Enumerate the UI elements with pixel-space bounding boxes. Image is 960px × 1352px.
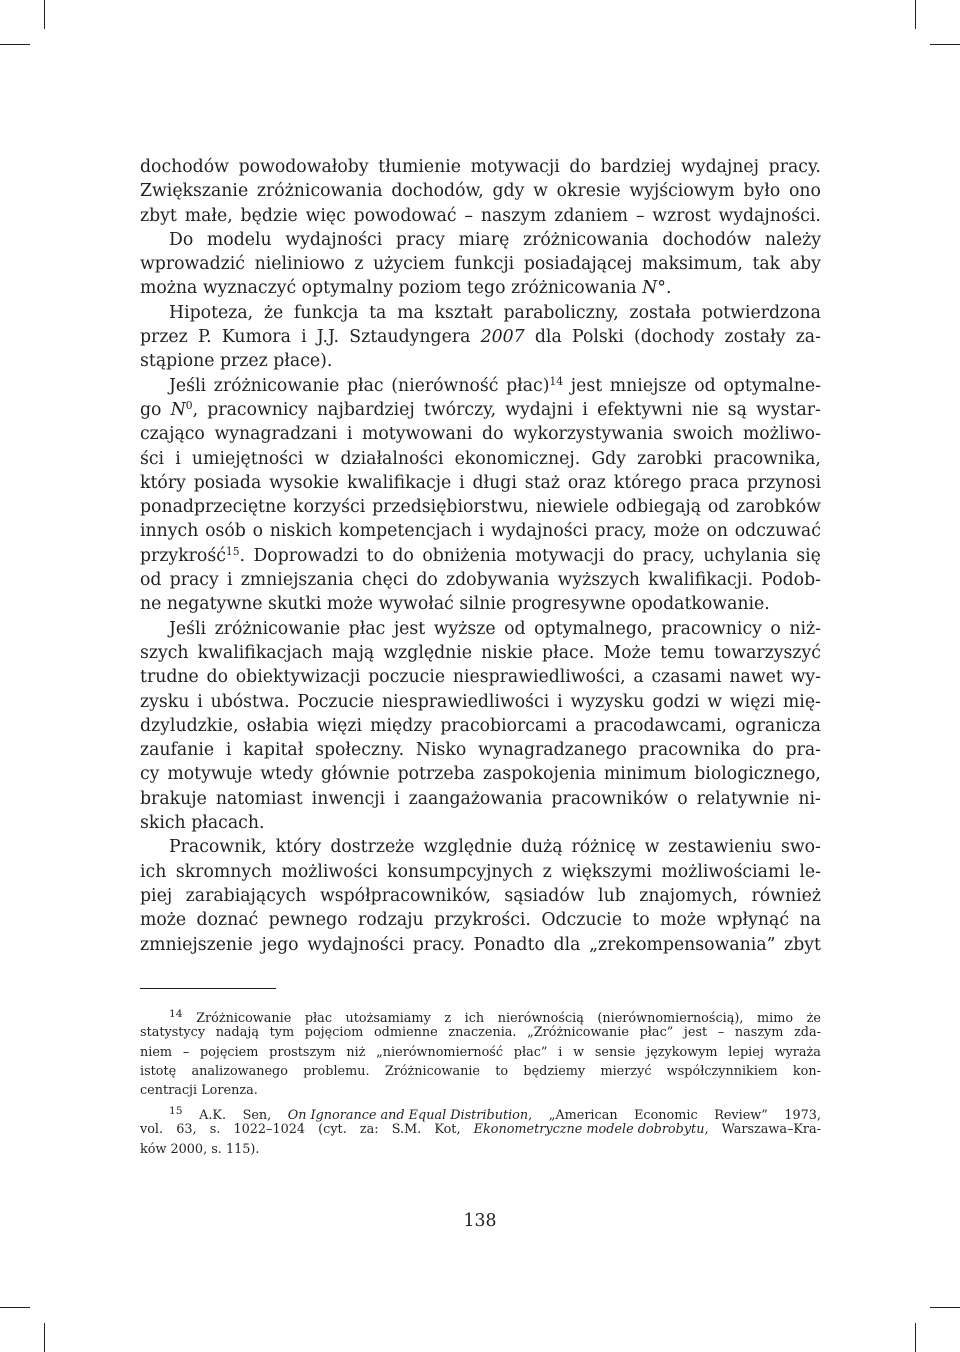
body-line: zmniejszenie jego wydajności pracy. Ponadto dla „zrekompensowania” zbyt [140, 934, 821, 955]
body-line: ne negatywne skutki może wywołać silnie progresywne opodatkowanie. [140, 594, 770, 615]
body-line: cy motywuje wtedy głównie potrzeba zaspokojenia minimum biologicznego, [140, 764, 821, 785]
body-line: przykrość$^{15}$. Doprowadzi to do obniżenia motywacji do pracy, uchylania się [140, 544, 821, 566]
crop-mark-top-left-horizontal [0, 44, 30, 45]
body-line: przez P. Kumora i J.J. Sztaudyngera 2007 dla Polski (dochody zostały za- [140, 327, 821, 348]
crop-mark-bottom-right [915, 1323, 916, 1352]
body-line: można wyznaczyć optymalny poziom tego zróżnicowania N°. [140, 278, 672, 299]
body-line: Jeśli zróżnicowanie płac (nierówność płac)$^{14}$ jest mniejsze od optymalne- [169, 374, 821, 396]
footnote-line: ków 2000, s. 115). [140, 1141, 260, 1157]
crop-mark-top-right-horizontal [930, 44, 960, 45]
footnote-line: statystycy nadają tym pojęciom odmienne znaczenia. „Zróżnicowanie płac” jest – naszym zda- [140, 1025, 821, 1041]
body-line: który posiada wysokie kwalifikacje i długi staż oraz którego praca przynosi [140, 472, 821, 493]
footnote-line: centracji Lorenza. [140, 1083, 258, 1099]
footnote-separator [140, 988, 276, 989]
footnote-line: istotę analizowanego problemu. Zróżnicowanie to będziemy mierzyć współczynnikiem kon- [140, 1063, 821, 1079]
body-line: Do modelu wydajności pracy miarę zróżnicowania dochodów należy [169, 229, 821, 250]
body-line: Pracownik, który dostrzeże względnie dużą różnicę w zestawieniu swo- [169, 837, 821, 858]
body-line: dzyludzkie, osłabia więzi między pracobiorcami a pracodawcami, ogranicza [140, 715, 821, 736]
body-line: ści i umiejętności w działalności ekonomicznej. Gdy zarobki pracownika, [140, 448, 821, 469]
body-line: skich płacach. [140, 813, 265, 834]
footnotes [140, 1004, 821, 1159]
crop-mark-top-right [915, 0, 916, 29]
footnote-line: niem – pojęciem prostszym niż „nierównomierność płac” i w sensie językowym lepiej wyraża [140, 1044, 821, 1060]
body-line: stąpione przez płace). [140, 351, 333, 372]
body-text [140, 155, 821, 957]
crop-mark-bottom-left [44, 1323, 45, 1352]
body-line: dochodów powodowałoby tłumienie motywacji do bardziej wydajnej pracy. [140, 157, 821, 177]
page-number: 138 [463, 1211, 497, 1231]
body-line: czająco wynagradzani i motywowani do wykorzystywania swoich możliwo- [140, 424, 821, 445]
body-line: Jeśli zróżnicowanie płac jest wyższe od optymalnego, pracownicy o niż- [169, 618, 821, 639]
body-line: może doznać pewnego rodzaju przykrości. Odczucie to może wpłynąć na [140, 910, 821, 931]
body-line: Zwiększanie zróżnicowania dochodów, gdy w okresie wyjściowym było ono [140, 181, 821, 202]
body-line: piej zarabiających współpracowników, sąsiadów lub znajomych, również [140, 885, 821, 906]
body-line: zbyt małe, będzie więc powodować – naszym zdaniem – wzrost wydajności. [140, 205, 821, 226]
body-line: szych kwalifikacjach mają względnie niskie płace. Może temu towarzyszyć [140, 642, 821, 663]
footnote-line: $^{15}$ A.K. Sen, On Ignorance and Equal Distribution, „American Economic Review” 1973, [169, 1103, 821, 1124]
body-line: ponadprzeciętne korzyści przedsiębiorstwu, niewiele odbiegają od zarobków [140, 497, 821, 518]
body-line: ich skromnych możliwości konsumpcyjnych z większymi możliwościami le- [140, 861, 821, 882]
body-line: go $N^0$, pracownicy najbardziej twórczy, wydajni i efektywni nie są wystar- [140, 399, 821, 420]
body-line: Hipoteza, że funkcja ta ma kształt paraboliczny, została potwierdzona [169, 302, 821, 323]
body-line: brakuje natomiast inwencji i zaangażowania pracowników o relatywnie ni- [140, 788, 821, 809]
footnote-line: vol. 63, s. 1022–1024 (cyt. za: S.M. Kot, Ekonometryczne modele dobrobytu, Warszawa–Kra- [140, 1122, 821, 1138]
body-line: zysku i ubóstwa. Poczucie niesprawiedliwości i wyzysku godzi w więzi mię- [140, 691, 821, 712]
body-line: zaufanie i kapitał społeczny. Nisko wynagradzanego pracownika do pra- [140, 740, 821, 761]
crop-mark-top-left [44, 0, 45, 29]
crop-mark-bottom-left-horizontal [0, 1307, 30, 1308]
body-line: innych osób o niskich kompetencjach i wydajności pracy, może on odczuwać [140, 521, 821, 542]
footnote-line: $^{14}$ Zróżnicowanie płac utożsamiamy z ich nierównością (nierównomiernością), mimo że [169, 1006, 821, 1027]
page-content [140, 155, 821, 1159]
body-line: od pracy i zmniejszania chęci do zdobywania wyższych kwalifikacji. Podob- [140, 570, 821, 591]
body-line: trudne do obiektywizacji poczucie niesprawiedliwości, a czasami nawet wy- [140, 667, 821, 688]
body-line: wprowadzić nieliniowo z użyciem funkcji posiadającej maksimum, tak aby [140, 254, 821, 275]
crop-mark-bottom-right-horizontal [930, 1307, 960, 1308]
